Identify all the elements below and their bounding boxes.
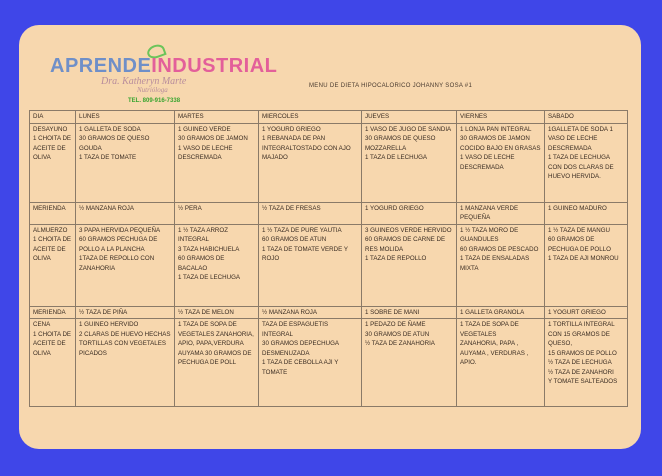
- table-cell: 3 PAPA HERVIDA PEQUEÑA 60 GRAMOS PECHUGA DE POLLO A LA PLANCHA 1TAZA DE REPOLLO CON ZANAHORIA: [76, 224, 175, 306]
- table-cell: 1 GALLETA DE SODA 30 GRAMOS DE QUESO GOUDA 1 TAZA DE TOMATE: [76, 123, 175, 202]
- table-cell: 1 ½ TAZA MORO DE GUANDULES 60 GRAMOS DE PESCADO 1 TAZA DE ENSALADAS MIXTA: [457, 224, 545, 306]
- document-card: [19, 25, 641, 449]
- header-jueves: JUEVES: [362, 111, 457, 124]
- logo-telephone: TEL. 809-916-7338: [128, 98, 181, 104]
- logo-role: Nutrióloga: [137, 86, 168, 94]
- table-cell: 1 GUINEO HERVIDO 2 CLARAS DE HUEVO HECHAS TORTILLAS CON VEGETALES PICADOS: [76, 319, 175, 407]
- table-cell: 1 LONJA PAN INTEGRAL 30 GRAMOS DE JAMON COCIDO BAJO EN GRASAS 1 VASO DE LECHE DESCREMADA: [457, 123, 545, 202]
- header-martes: MARTES: [175, 111, 259, 124]
- table-cell: 1 ½ TAZA DE MANGU 60 GRAMOS DE PECHUGA DE POLLO 1 TAZA DE AJI MONROU: [545, 224, 628, 306]
- table-cell: 1 SOBRE DE MANI: [362, 306, 457, 319]
- table-cell: ½ TAZA DE MELON: [175, 306, 259, 319]
- table-cell: 1 TAZA DE SOPA DE VEGETALES ZANAHORIA, APIO, PAPA,VERDURA AUYAMA 30 GRAMOS DE PECHUGA DE POLL: [175, 319, 259, 407]
- table-cell: ½ PERA: [175, 202, 259, 224]
- table-cell: 1 YOGURD GRIEGO: [362, 202, 457, 224]
- table-header-row: [30, 111, 628, 124]
- table-row-desayuno: [30, 123, 628, 202]
- table-cell: 1 GALLETA GRANOLA: [457, 306, 545, 319]
- table-cell: 1GALLETA DE SODA 1 VASO DE LECHE DESCREMADA 1 TAZA DE LECHUGA CON DOS CLARAS DE HUEVO HERVIDA.: [545, 123, 628, 202]
- header-miercoles: MIERCOLES: [259, 111, 362, 124]
- table-cell: TAZA DE ESPAGUETIS INTEGRAL 30 GRAMOS DEPECHUGA DESMENUZADA 1 TAZA DE CEBOLLA AJI Y TOMATE: [259, 319, 362, 407]
- header-lunes: LUNES: [76, 111, 175, 124]
- table-cell: ½ TAZA DE PIÑA: [76, 306, 175, 319]
- table-cell: ALMUERZO 1 CHOITA DE ACEITE DE OLIVA: [30, 224, 76, 306]
- header-viernes: VIERNES: [457, 111, 545, 124]
- table-cell: 1 VASO DE JUGO DE SANDIA 30 GRAMOS DE QUESO MOZZARELLA 1 TAZA DE LECHUGA: [362, 123, 457, 202]
- header-sabado: SABADO: [545, 111, 628, 124]
- table-cell: 1 MANZANA VERDE PEQUEÑA: [457, 202, 545, 224]
- table-cell: ½ MANZANA ROJA: [76, 202, 175, 224]
- logo-part2: INDUSTRIAL: [151, 55, 278, 77]
- table-cell: ½ MANZANA ROJA: [259, 306, 362, 319]
- table-cell: 1 TAZA DE SOPA DE VEGETALES ZANAHORIA, PAPA , AUYAMA , VERDURAS , APIO.: [457, 319, 545, 407]
- table-cell: 1 YOGURT GRIEGO: [545, 306, 628, 319]
- table-cell: 1 ½ TAZA ARROZ INTEGRAL 3 TAZA HABICHUELA 60 GRAMOS DE BACALAO 1 TAZA DE LECHUGA: [175, 224, 259, 306]
- document-title: MENU DE DIETA HIPOCALORICO JOHANNY SOSA #1: [309, 83, 473, 89]
- table-cell: ½ TAZA DE FRESAS: [259, 202, 362, 224]
- logo-doctor: Dra. Katheryn Marte: [101, 76, 187, 87]
- diet-menu-table: [29, 110, 628, 407]
- logo-part1: APRENDE: [50, 55, 152, 77]
- table-cell: 3 GUINEOS VERDE HERVIDO 60 GRAMOS DE CARNE DE RES MOLIDA 1 TAZA DE REPOLLO: [362, 224, 457, 306]
- table-cell: DESAYUNO 1 CHOITA DE ACEITE DE OLIVA: [30, 123, 76, 202]
- table-cell: 1 GUINEO VERDE 30 GRAMOS DE JAMON 1 VASO DE LECHE DESCREMADA: [175, 123, 259, 202]
- table-cell: 1 GUINEO MADURO: [545, 202, 628, 224]
- table-cell: MERIENDA: [30, 202, 76, 224]
- table-cell: 1 PEDAZO DE ÑAME 30 GRAMOS DE ATUN ½ TAZA DE ZANAHORIA: [362, 319, 457, 407]
- table-row-merienda: [30, 202, 628, 224]
- table-cell: CENA 1 CHOITA DE ACEITE DE OLIVA: [30, 319, 76, 407]
- header-dia: DIA: [30, 111, 76, 124]
- table-cell: MERIENDA: [30, 306, 76, 319]
- table-row-almuerzo: [30, 224, 628, 306]
- table-cell: 1 TORTILLA INTEGRAL CON 15 GRAMOS DE QUESO, 15 GRAMOS DE POLLO ½ TAZA DE LECHUGA ½ TAZA DE ZANAHORI Y TOMATE SALTEADOS: [545, 319, 628, 407]
- table-row-merienda-2: [30, 306, 628, 319]
- logo: [50, 55, 277, 78]
- table-cell: 1 YOGURD GRIEGO 1 REBANADA DE PAN INTEGRALTOSTADO CON AJO MAJADO: [259, 123, 362, 202]
- table-cell: 1 ½ TAZA DE PURE YAUTIA 60 GRAMOS DE ATUN 1 TAZA DE TOMATE VERDE Y ROJO: [259, 224, 362, 306]
- table-row-cena: [30, 319, 628, 407]
